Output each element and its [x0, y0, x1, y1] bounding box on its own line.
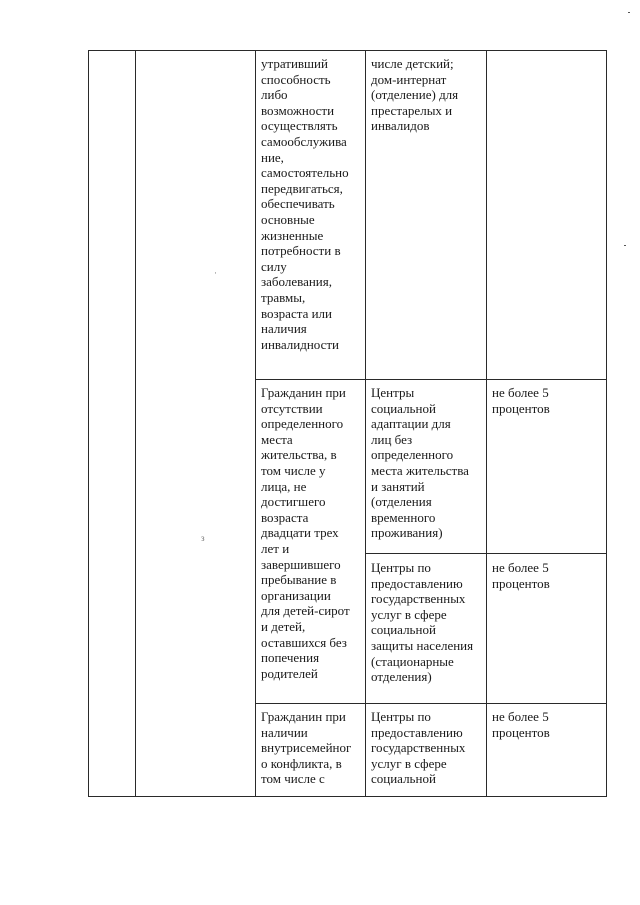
column-border [606, 50, 607, 797]
table-top-border [88, 50, 607, 51]
table-cell-institution: Центры по предоставлению государственных услуг в сфере социальной защиты населения (стационарные отделения) [371, 560, 474, 685]
scan-speck [628, 12, 630, 13]
table-cell-norm: не более 5 процентов [492, 385, 550, 416]
table-cell-category: Гражданин при отсутствии определенного места жительства, в том числе у лица, не достигшего возраста двадцати трех лет и завершившего пребывание в организации для детей-сирот и детей, оставшихся без попечения родителей [261, 385, 350, 681]
table-cell-institution: Центры по предоставлению государственных услуг в сфере социальной [371, 709, 466, 787]
table-bottom-border [88, 796, 607, 797]
table-cell-category: утративший способность либо возможности осуществлять самообслужива ние, самостоятельно передвигаться, обеспечивать основные жизненные потребности в силу заболевания, травмы, возраста или наличия инвалидности [261, 56, 349, 352]
column-border [486, 50, 487, 797]
table-cell-category: Гражданин при наличии внутрисемейног о конфликта, в том числе с [261, 709, 352, 787]
column-border [88, 50, 89, 797]
table-cell-norm: не более 5 процентов [492, 560, 550, 591]
table-cell-institution: числе детский; дом-интернат (отделение) для престарелых и инвалидов [371, 56, 459, 134]
column-border [135, 50, 136, 797]
table-cell-institution: Центры социальной адаптации для лиц без определенного места жительства и занятий (отделения временного проживания) [371, 385, 469, 541]
row-divider [255, 379, 607, 380]
row-divider [255, 703, 607, 704]
table-cell-norm: не более 5 процентов [492, 709, 550, 740]
scan-mark: з [201, 533, 205, 543]
column-border [365, 50, 366, 797]
scan-speck [624, 245, 626, 246]
column-border [255, 50, 256, 797]
scan-mark: · [214, 268, 217, 278]
